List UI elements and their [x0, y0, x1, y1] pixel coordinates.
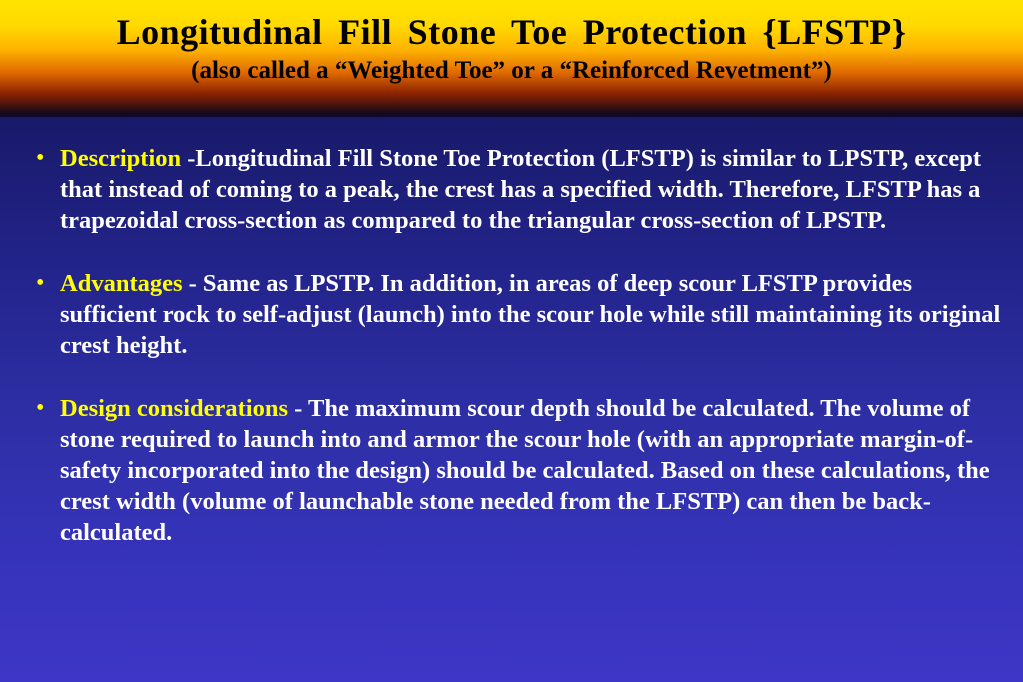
bullet-icon: •	[36, 270, 45, 296]
bullet-keyword: Advantages	[60, 270, 183, 297]
page-title: Longitudinal Fill Stone Toe Protection {LFSTP}	[116, 12, 907, 52]
bullet-icon: •	[36, 145, 45, 171]
bullet-body: - The maximum scour depth should be calculated. The volume of stone required to launch into and armor the scour hole (with an appropriate margin-of-safety incorporated into the design) should be calculated. Based on these calculations, the crest width (volume of launchable stone needed from the LFSTP) can then be back-calculated.	[60, 395, 990, 546]
title-banner	[0, 0, 1023, 117]
list-item	[30, 268, 1005, 361]
bullet-keyword: Design considerations	[60, 395, 289, 422]
bullet-icon: •	[36, 395, 45, 421]
bullet-body: - Same as LPSTP. In addition, in areas of deep scour LFSTP provides sufficient rock to self-adjust (launch) into the scour hole while still maintaining its original crest height.	[60, 270, 1001, 359]
list-item	[30, 143, 1005, 236]
bullet-body: -Longitudinal Fill Stone Toe Protection (LFSTP) is similar to LPSTP, except that instead of coming to a peak, the crest has a specified width. Therefore, LFSTP has a trapezoidal cross-section as compared to the triangular cross-section of LPSTP.	[60, 145, 982, 234]
bullet-text	[60, 143, 1005, 236]
bullet-text	[60, 393, 1005, 548]
list-item	[30, 393, 1005, 548]
bullet-keyword: Description	[60, 145, 182, 172]
bullet-text	[60, 268, 1005, 361]
page-subtitle: (also called a “Weighted Toe” or a “Reinforced Revetment”)	[191, 56, 832, 84]
slide-body	[0, 117, 1023, 682]
